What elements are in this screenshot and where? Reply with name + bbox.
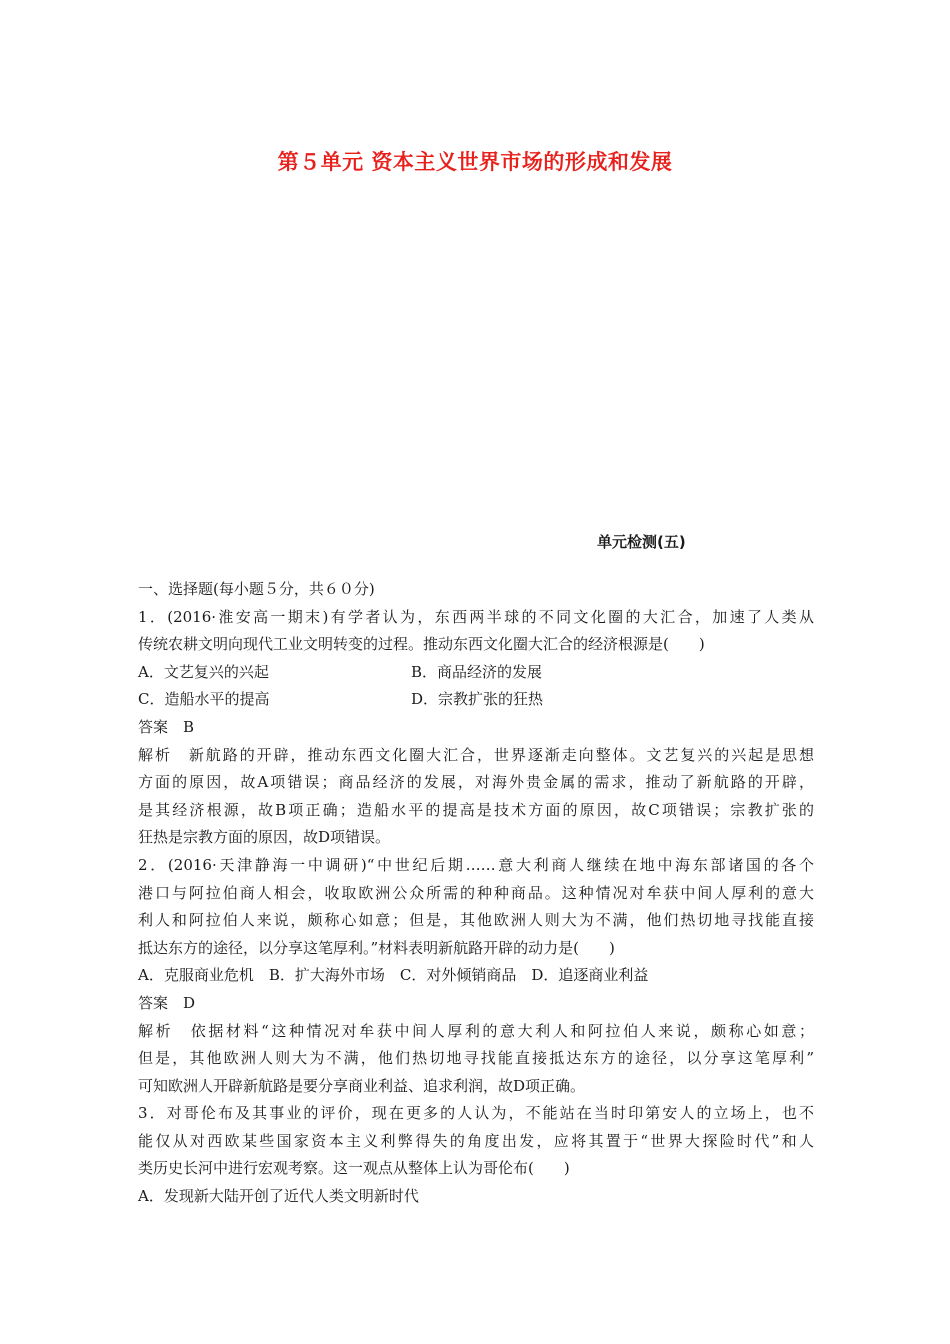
question-2-options: A．克服商业危机 B．扩大海外市场 C．对外倾销商品 D．追逐商业利益 <box>138 966 649 985</box>
option-d: D．宗教扩张的狂热 <box>411 690 544 709</box>
question-1-options-row-2 <box>138 686 814 714</box>
question-1-options-row-1 <box>138 659 814 687</box>
question-3-option-a: A．发现新大陆开创了近代人类文明新时代 <box>138 1187 419 1206</box>
question-2-analysis-line-1: 解析 依据材料“这种情况对牟获中间人厚利的意大利人和阿拉伯人来说，颇称心如意； <box>138 1021 814 1040</box>
question-2-line-4: 抵达东方的途径，以分享这笔厚利。”材料表明新航路开辟的动力是( ) <box>138 938 615 957</box>
question-2-line-2: 港口与阿拉伯商人相会，收取欧洲公众所需的种种商品。这种情况对牟获中间人厚利的意大 <box>138 883 814 902</box>
option-c: C．造船水平的提高 <box>138 690 270 709</box>
question-1-answer: 答案 B <box>138 717 195 736</box>
question-2-line-1: 2．(2016·天津静海一中调研)“中世纪后期……意大利商人继续在地中海东部诸国的各个 <box>138 855 814 874</box>
question-3-line-2: 能仅从对西欧某些国家资本主义利弊得失的角度出发，应将其置于“世界大探险时代”和人 <box>138 1131 814 1150</box>
question-1-analysis-line-4: 狂热是宗教方面的原因，故D项错误。 <box>138 828 391 847</box>
option-b: B．商品经济的发展 <box>411 662 543 681</box>
question-1-line-1: 1．(2016·淮安高一期末)有学者认为，东西两半球的不同文化圈的大汇合，加速了人类从 <box>138 607 814 626</box>
option-a: A．文艺复兴的兴起 <box>138 662 269 681</box>
question-2-answer: 答案 D <box>138 993 196 1012</box>
question-3-line-3: 类历史长河中进行宏观考察。这一观点从整体上认为哥伦布( ) <box>138 1159 570 1178</box>
question-2-analysis-line-3: 可知欧洲人开辟新航路是要分享商业利益、追求利润，故D项正确。 <box>138 1076 586 1095</box>
question-2-line-3: 利人和阿拉伯人来说，颇称心如意；但是，其他欧洲人则大为不满，他们热切地寻找能直接 <box>138 911 814 930</box>
question-1-analysis-line-2: 方面的原因，故A项错误；商品经济的发展，对海外贵金属的需求，推动了新航路的开辟， <box>138 773 814 792</box>
page-title: 第５单元 资本主义世界市场的形成和发展 <box>277 150 673 174</box>
question-2-analysis-line-2: 但是，其他欧洲人则大为不满，他们热切地寻找能直接抵达东方的途径，以分享这笔厚利” <box>138 1049 814 1068</box>
question-3-line-1: 3．对哥伦布及其事业的评价，现在更多的人认为，不能站在当时印第安人的立场上，也不 <box>138 1104 814 1123</box>
section-heading: 一、选择题(每小题５分，共６０分) <box>138 580 375 598</box>
question-1-analysis-line-3: 是其经济根源，故B项正确；造船水平的提高是技术方面的原因，故C项错误；宗教扩张的 <box>138 800 814 819</box>
unit-check-heading: 单元检测(五) <box>597 533 686 551</box>
document-body <box>138 576 814 1211</box>
question-1-line-2: 传统农耕文明向现代工业文明转变的过程。推动东西文化圈大汇合的经济根源是( ) <box>138 635 705 654</box>
question-1-analysis-line-1: 解析 新航路的开辟，推动东西文化圈大汇合，世界逐渐走向整体。文艺复兴的兴起是思想 <box>138 745 814 764</box>
